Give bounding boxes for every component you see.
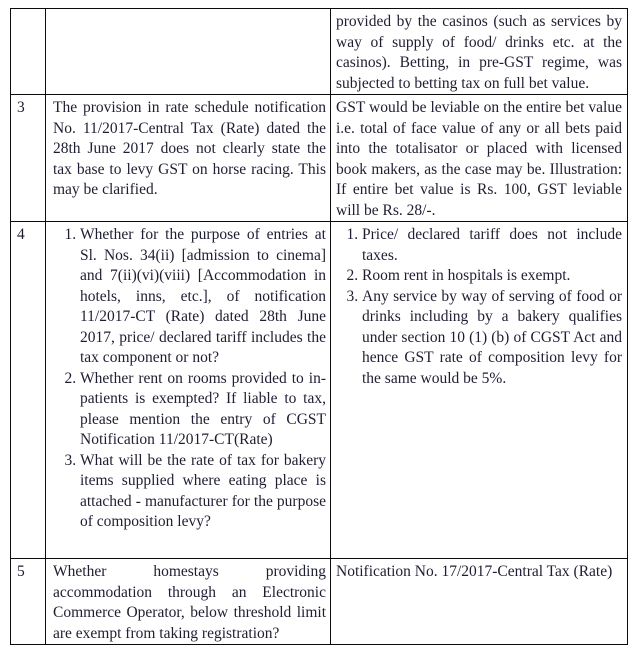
answer-cell [331, 222, 628, 559]
answer-text: Notification No. 17/2017-Central Tax (Rate) [336, 563, 613, 580]
answer-cell [331, 559, 628, 645]
sno-cell [11, 9, 46, 95]
faq-table-body [11, 9, 628, 645]
answer-text: GST would be leviable on the entire bet value i.e. total of face value of any or all bets paid into the totalisator or placed with licensed book makers, as the case may be. Illustration: If entire bet value is Rs. 100, GST leviable will be Rs. 28/-. [336, 99, 622, 219]
answer-item: 3. Any service by way of serving of food or drinks including by a bakery qualifies under section 10 (1) (b) of CGST Act and hence GST rate of composition levy for the same would be 5%. [362, 287, 622, 390]
table-row-5-clipped [11, 559, 628, 645]
sno-cell: 3 [11, 95, 46, 222]
sno-cell: 4 [11, 222, 46, 559]
answer-list [336, 225, 622, 389]
question-item: 1. Whether for the purpose of entries at Sl. Nos. 34(ii) [admission to cinema] and 7(ii)(vi)(viii) [Accommodation in hotels, inns, etc.], of notification 11/2017-CT (Rate) dated 28th June 2017, price/ declared tariff includes the tax component or not? [80, 225, 326, 369]
question-item: 2. Whether rent on rooms provided to in-patients is exempted? If liable to tax, please mention the entry of CGST Notification 11/2017-CT(Rate) [80, 369, 326, 451]
question-cell [46, 9, 331, 95]
document-page [0, 8, 632, 642]
question-text: Whether homestays providing accommodation through an Electronic Commerce Operator, below threshold limit are exempt from taking registration? [53, 563, 326, 642]
answer-text: provided by the casinos (such as services by way of supply of food/ drinks etc. at the casinos). Betting, in pre-GST regime, was subjected to betting tax on full bet value. [336, 13, 622, 92]
table-row-4 [11, 222, 628, 559]
sno-cell: 5 [11, 559, 46, 645]
question-item: 3. What will be the rate of tax for bakery items supplied where eating place is attached - manufacturer for the purpose of composition levy? [80, 451, 326, 533]
faq-table [10, 8, 628, 645]
answer-item: 2. Room rent in hospitals is exempt. [362, 266, 622, 287]
question-list [53, 225, 326, 533]
answer-cell [331, 9, 628, 95]
question-cell [46, 222, 331, 559]
question-cell [46, 95, 331, 222]
table-row-continuation [11, 9, 628, 95]
table-row-3 [11, 95, 628, 222]
answer-item: 1. Price/ declared tariff does not include taxes. [362, 225, 622, 266]
answer-cell [331, 95, 628, 222]
question-text: The provision in rate schedule notification No. 11/2017-Central Tax (Rate) dated the 28th June 2017 does not clearly state the tax base to levy GST on horse racing. This may be clarified. [53, 99, 326, 198]
question-cell [46, 559, 331, 645]
